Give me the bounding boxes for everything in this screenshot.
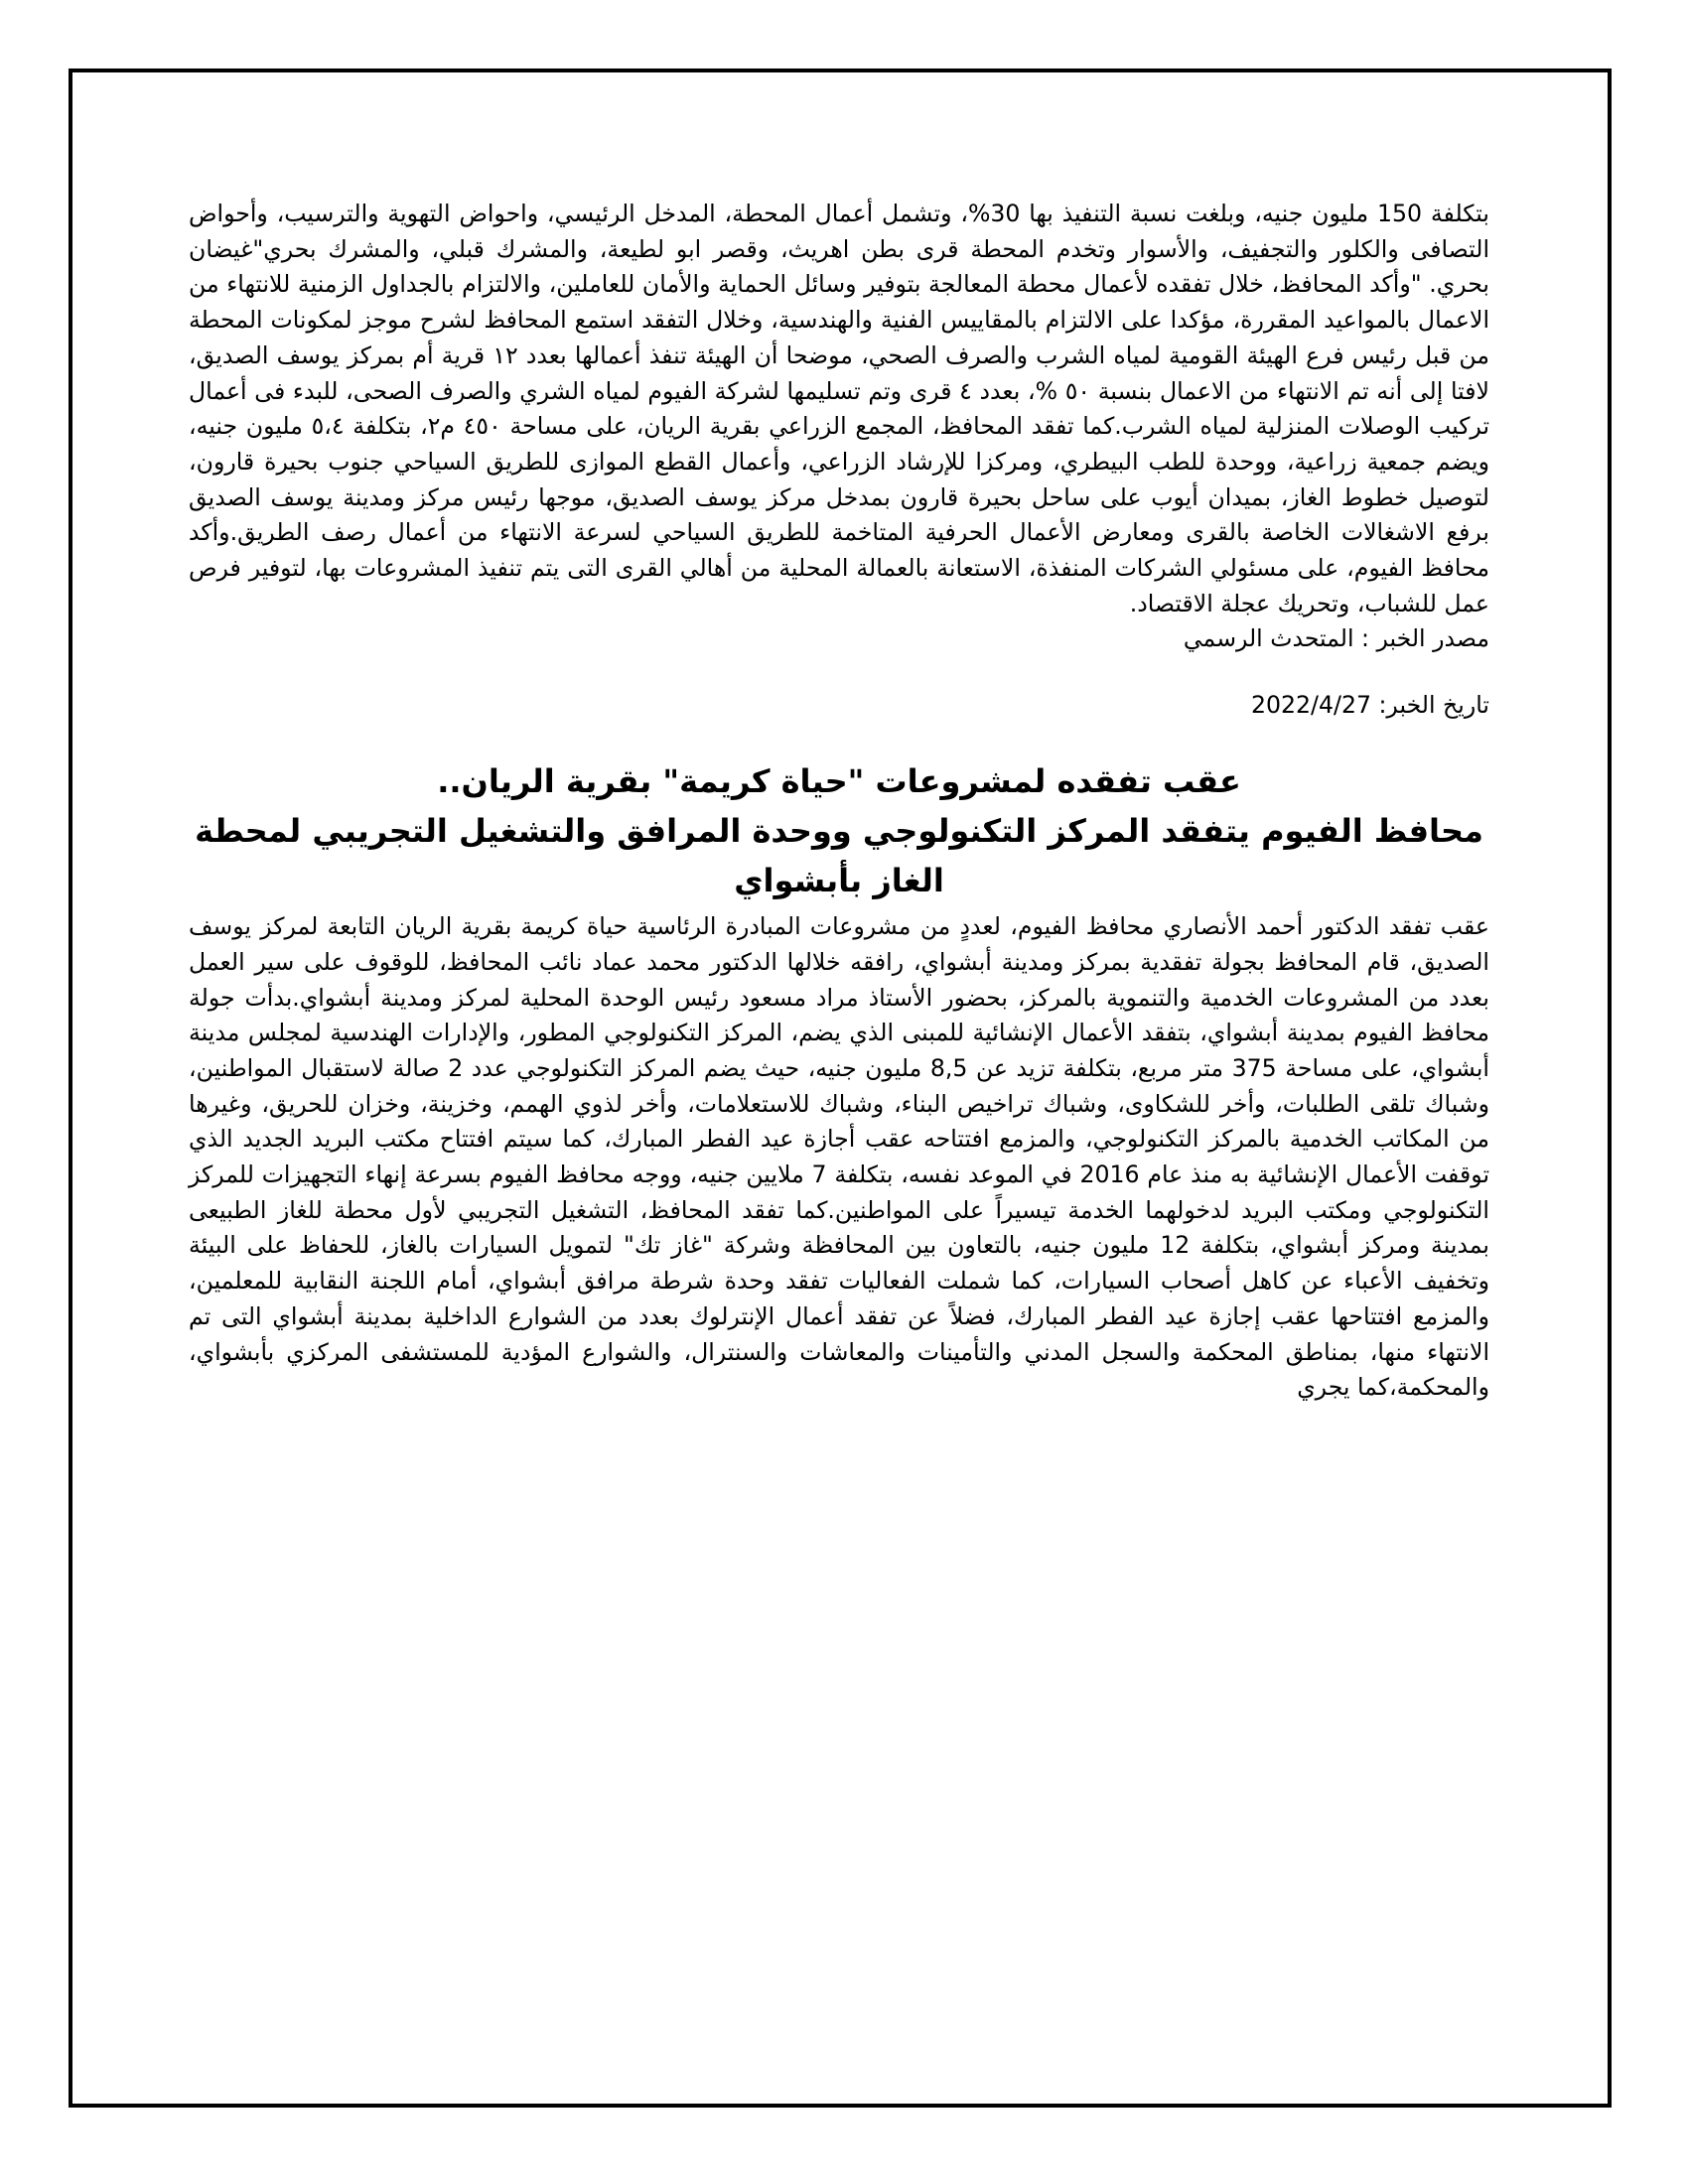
headline-line-2: محافظ الفيوم يتفقد المركز التكنولوجي ووحدة المرافق والتشغيل التجريبي لمحطة الغاز بأبشواي [195, 812, 1483, 900]
article-body-continuation: بتكلفة 150 مليون جنيه، وبلغت نسبة التنفيذ بها 30%، وتشمل أعمال المحطة، المدخل الرئيسي، واحواض التهوية والترسيب، وأحواض التصافى والكلور والتجفيف، والأسوار وتخدم المحطة قرى بطن اهريث، وقصر ابو لطيعة، والمشرك قبلي، والمشرك بحري"غيضان بحري. "وأكد المحافظ، خلال تفقده لأعمال محطة المعالجة بتوفير وسائل الحماية والأمان للعاملين، والالتزام بالجداول الزمنية للانتهاء من الاعمال بالمواعيد المقررة، مؤكدا على الالتزام بالمقاييس الفنية والهندسية، وخلال التفقد استمع المحافظ لشرح موجز لمكونات المحطة من قبل رئيس فرع الهيئة القومية لمياه الشرب والصرف الصحي، موضحا أن الهيئة تنفذ أعمالها بعدد ١٢ قرية أم بمركز يوسف الصديق، لافتا إلى أنه تم الانتهاء من الاعمال بنسبة ٥٠ %، بعدد ٤ قرى وتم تسليمها لشركة الفيوم لمياه الشري والصرف الصحى، للبدء فى أعمال تركيب الوصلات المنزلية لمياه الشرب.كما تفقد المحافظ، المجمع الزراعي بقرية الريان، على مساحة ٤٥٠ م٢، بتكلفة ٥،٤ مليون جنيه، ويضم جمعية زراعية، ووحدة للطب البيطري، ومركزا للإرشاد الزراعي، وأعمال القطع الموازى للطريق السياحي جنوب بحيرة قارون، لتوصيل خطوط الغاز، بميدان أيوب على ساحل بحيرة قارون بمدخل مركز يوسف الصديق، موجها رئيس مركز ومدينة يوسف الصديق برفع الاشغالات الخاصة بالقرى ومعارض الأعمال الحرفية المتاخمة للطريق السياحي لسرعة الانتهاء من أعمال رصف الطريق.وأكد محافظ الفيوم، على مسئولي الشركات المنفذة، الاستعانة بالعمالة المحلية من أهالي القرى التى يتم تنفيذ المشروعات بها، لتوفير فرص عمل للشباب، وتحريك عجلة الاقتصاد. [189, 200, 1490, 617]
headline-line-1: عقب تفقده لمشروعات "حياة كريمة" بقرية الريان.. [437, 762, 1241, 801]
document-content [189, 197, 1489, 1406]
article-headline [189, 756, 1489, 905]
news-date: تاريخ الخبر: 2022/4/27 [1251, 691, 1489, 720]
article-body: عقب تفقد الدكتور أحمد الأنصاري محافظ الفيوم، لعددٍ من مشروعات المبادرة الرئاسية حياة كريمة بقرية الريان التابعة لمركز يوسف الصديق، قام المحافظ بجولة تفقدية بمركز ومدينة أبشواي، رافقه خلالها الدكتور محمد عماد نائب المحافظ، للوقوف على سير العمل بعدد من المشروعات الخدمية والتنموية بالمركز، بحضور الأستاذ مراد مسعود رئيس الوحدة المحلية لمركز ومدينة أبشواي.بدأت جولة محافظ الفيوم بمدينة أبشواي، بتفقد الأعمال الإنشائية للمبنى الذي يضم، المركز التكنولوجي المطور، والإدارات الهندسية لمجلس مدينة أبشواي، على مساحة 375 متر مربع، بتكلفة تزيد عن 8,5 مليون جنيه، حيث يضم المركز التكنولوجي عدد 2 صالة لاستقبال المواطنين، وشباك تلقى الطلبات، وأخر للشكاوى، وشباك تراخيص البناء، وشباك للاستعلامات، وأخر لذوي الهمم، وخزينة، وخزان للحريق، وغيرها من المكاتب الخدمية بالمركز التكنولوجي، والمزمع افتتاحه عقب أجازة عيد الفطر المبارك، كما سيتم افتتاح مكتب البريد الجديد الذي توقفت الأعمال الإنشائية به منذ عام 2016 في الموعد نفسه، بتكلفة 7 ملايين جنيه، ووجه محافظ الفيوم بسرعة إنهاء التجهيزات للمركز التكنولوجي ومكتب البريد لدخولهما الخدمة تيسيراً على المواطنين.كما تفقد المحافظ، التشغيل التجريبي لأول محطة للغاز الطبيعى بمدينة ومركز أبشواي، بتكلفة 12 مليون جنيه، بالتعاون بين المحافظة وشركة "غاز تك" لتمويل السيارات بالغاز، للحفاظ على البيئة وتخفيف الأعباء عن كاهل أصحاب السيارات، كما شملت الفعاليات تفقد وحدة شرطة مرافق أبشواي، أمام اللجنة النقابية للمعلمين، والمزمع افتتاحها عقب إجازة عيد الفطر المبارك، فضلاً عن تفقد أعمال الإنترلوك بعدد من الشوارع الداخلية بمدينة أبشواي التى تم الانتهاء منها، بمناطق المحكمة والسجل المدني والتأمينات والمعاشات والسنترال، والشوارع المؤدية للمستشفى المركزي بأبشواي، والمحكمة،كما يجري [189, 912, 1490, 1402]
news-source: مصدر الخبر : المتحدث الرسمي [1183, 624, 1489, 653]
